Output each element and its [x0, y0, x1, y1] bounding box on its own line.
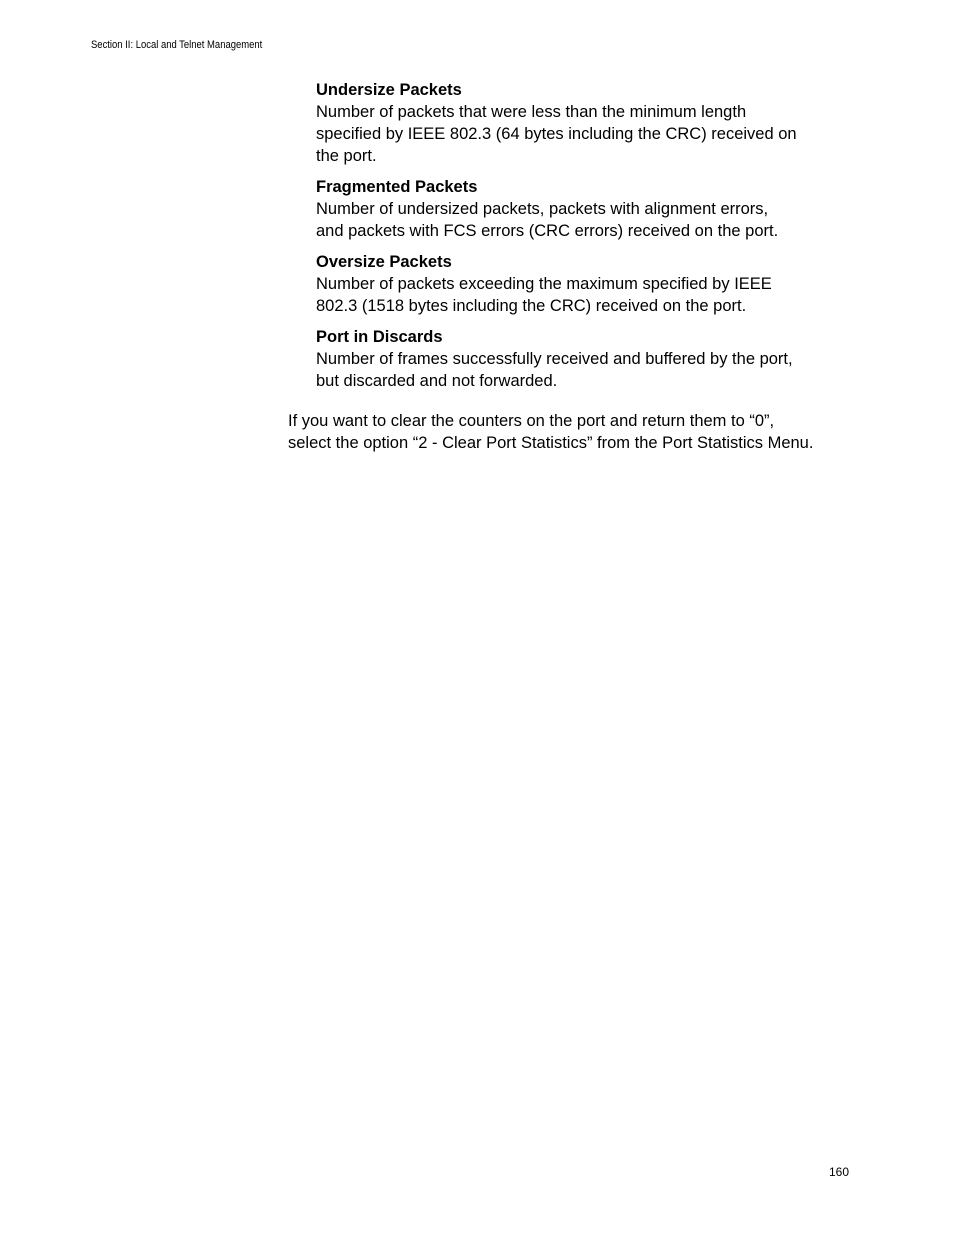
description-fragmented-packets: [316, 198, 846, 242]
paragraph-line: If you want to clear the counters on the port and return them to “0”,: [288, 412, 775, 430]
description-line: and packets with FCS errors (CRC errors) received on the port.: [316, 222, 779, 240]
definition-fragmented-packets: [316, 176, 846, 242]
definition-undersize-packets: [316, 79, 846, 167]
term-oversize-packets: Oversize Packets: [316, 253, 452, 271]
term-undersize-packets: Undersize Packets: [316, 81, 462, 99]
definition-port-in-discards: [316, 326, 846, 392]
description-line: Number of undersized packets, packets with alignment errors,: [316, 200, 769, 218]
description-line: Number of frames successfully received and buffered by the port,: [316, 350, 793, 368]
description-line: Number of packets that were less than the minimum length: [316, 103, 747, 121]
definition-list: [316, 79, 846, 401]
paragraph-line: select the option “2 - Clear Port Statistics” from the Port Statistics Menu.: [288, 434, 814, 452]
description-line: but discarded and not forwarded.: [316, 372, 558, 390]
description-line: the port.: [316, 147, 377, 165]
description-undersize-packets: [316, 101, 846, 167]
definition-oversize-packets: [316, 251, 846, 317]
description-oversize-packets: [316, 273, 846, 317]
description-line: 802.3 (1518 bytes including the CRC) received on the port.: [316, 297, 747, 315]
running-header: Section II: Local and Telnet Management: [91, 39, 263, 51]
term-port-in-discards: Port in Discards: [316, 328, 443, 346]
term-fragmented-packets: Fragmented Packets: [316, 178, 478, 196]
description-port-in-discards: [316, 348, 846, 392]
description-line: Number of packets exceeding the maximum specified by IEEE: [316, 275, 772, 293]
description-line: specified by IEEE 802.3 (64 bytes including the CRC) received on: [316, 125, 797, 143]
page-number: 160: [829, 1165, 850, 1179]
closing-paragraph: [288, 410, 888, 454]
